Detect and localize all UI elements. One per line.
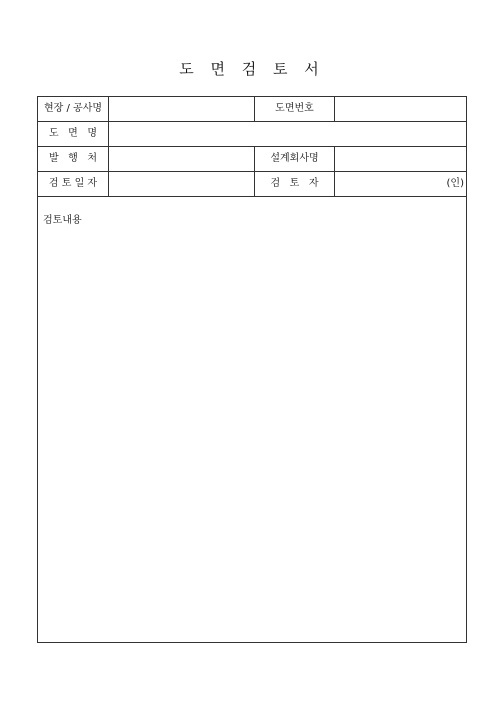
label-review-date: 검 토 일 자 xyxy=(38,172,109,196)
label-site-project: 현장 / 공사명 xyxy=(38,97,109,121)
review-form xyxy=(37,96,467,643)
field-reviewer-seal[interactable]: (인) xyxy=(446,178,464,189)
field-review-date[interactable] xyxy=(109,172,255,196)
row-review-date xyxy=(38,172,466,197)
review-content-label: 검토내용 xyxy=(43,215,82,226)
field-site-project[interactable] xyxy=(109,97,255,121)
label-design-company: 설계회사명 xyxy=(255,147,335,171)
label-issuer: 발 행 처 xyxy=(38,147,109,171)
field-design-company[interactable] xyxy=(335,147,466,171)
label-drawing-name: 도 면 명 xyxy=(38,122,109,146)
field-drawing-number[interactable] xyxy=(335,97,466,121)
label-reviewer: 검 토 자 xyxy=(255,172,335,196)
field-issuer[interactable] xyxy=(109,147,255,171)
label-drawing-number: 도면번호 xyxy=(255,97,335,121)
document-title: 도 면 검 토 서 xyxy=(179,60,325,78)
row-drawing-name xyxy=(38,122,466,147)
row-issuer xyxy=(38,147,466,172)
field-drawing-name[interactable] xyxy=(109,122,466,146)
row-site-project xyxy=(38,97,466,122)
